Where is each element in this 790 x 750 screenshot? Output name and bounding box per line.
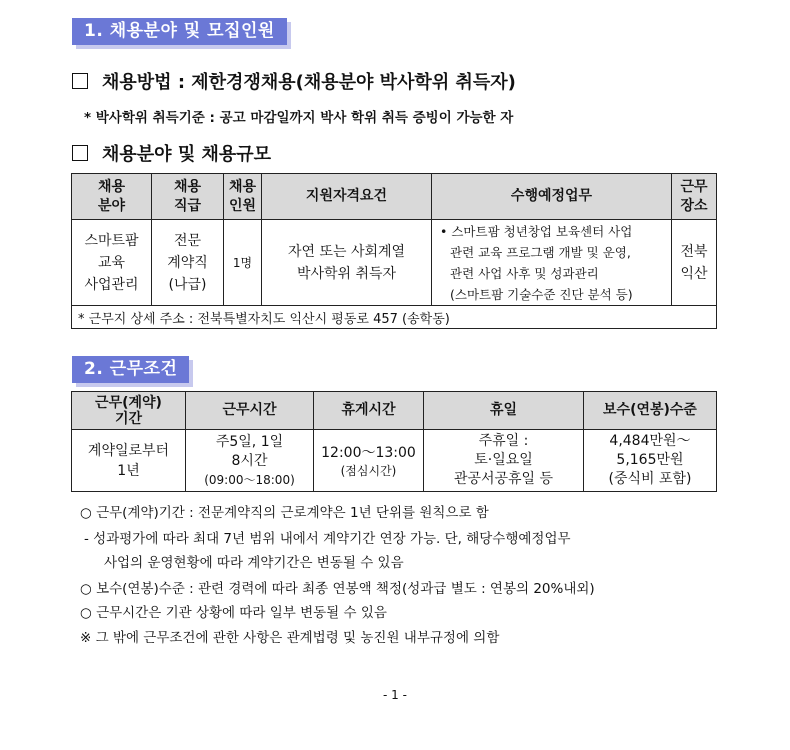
header-field: 채용 분야	[72, 174, 152, 220]
cell-location: 전북 익산	[672, 220, 717, 306]
cell-period: 계약일로부터 1년	[72, 430, 186, 492]
section2-title: 2. 근무조건	[72, 356, 189, 383]
cell-holiday: 주휴일 : 토·일요일 관공서공휴일 등	[424, 430, 584, 492]
note-line: - 성과평가에 따라 최대 7년 범위 내에서 계약기간 연장 가능. 단, 해당수행예정업무	[84, 531, 571, 547]
note-line: 사업의 운영현황에 따라 계약기간은 변동될 수 있음	[104, 555, 404, 571]
work-conditions-table	[71, 391, 717, 492]
duty-line: 관련 교육 프로그램 개발 및 운영,	[450, 244, 631, 260]
checkbox-icon	[72, 73, 88, 89]
cell-qualification: 자연 또는 사회계열 박사학위 취득자	[262, 220, 432, 306]
method-note: * 박사학위 취득기준 : 공고 마감일까지 박사 학위 취득 증빙이 가능한 자	[84, 110, 514, 126]
header-period: 근무(계약) 기간	[72, 392, 186, 430]
header-location: 근무 장소	[672, 174, 717, 220]
cell-count: 1명	[224, 220, 262, 306]
hours-sub: (09:00～18:00)	[204, 473, 295, 487]
header-holiday: 휴일	[424, 392, 584, 430]
scale-heading: 채용분야 및 채용규모	[72, 140, 271, 166]
header-break: 휴게시간	[314, 392, 424, 430]
method-heading: 채용방법 : 제한경쟁채용(채용분야 박사학위 취득자)	[72, 68, 516, 94]
cell-hours	[186, 430, 314, 492]
break-main: 12:00～13:00	[321, 445, 416, 461]
note-line: ○ 근무(계약)기간 : 전문계약직의 근로계약은 1년 단위를 원칙으로 함	[80, 505, 489, 521]
header-grade: 채용 직급	[152, 174, 224, 220]
cell-salary: 4,484만원～ 5,165만원 (중식비 포함)	[584, 430, 717, 492]
table-footnote: * 근무지 상세 주소 : 전북특별자치도 익산시 평동로 457 (송학동)	[72, 306, 717, 329]
header-duty: 수행예정업무	[432, 174, 672, 220]
duty-line: 관련 사업 사후 및 성과관리	[450, 265, 599, 281]
cell-duty	[432, 220, 672, 306]
duty-line: (스마트팜 기술수준 진단 분석 등)	[450, 286, 633, 302]
cell-grade: 전문 계약직 (나급)	[152, 220, 224, 306]
cell-field: 스마트팜 교육 사업관리	[72, 220, 152, 306]
header-count: 채용 인원	[224, 174, 262, 220]
duty-line: • 스마트팜 청년창업 보육센터 사업	[440, 223, 633, 239]
header-hours: 근무시간	[186, 392, 314, 430]
note-line: ○ 근무시간은 기관 상황에 따라 일부 변동될 수 있음	[80, 605, 387, 621]
header-qualification: 지원자격요건	[262, 174, 432, 220]
break-sub: (점심시간)	[340, 464, 397, 478]
hours-main: 주5일, 1일 8시간	[215, 434, 284, 469]
note-line: ※ 그 밖에 근무조건에 관한 사항은 관계법령 및 농진원 내부규정에 의함	[80, 630, 500, 646]
section1-title: 1. 채용분야 및 모집인원	[72, 18, 287, 45]
note-line: ○ 보수(연봉)수준 : 관련 경력에 따라 최종 연봉액 책정(성과급 별도 : 연봉의 20%내외)	[80, 581, 595, 597]
recruitment-table	[71, 173, 717, 329]
cell-break	[314, 430, 424, 492]
header-salary: 보수(연봉)수준	[584, 392, 717, 430]
page-number: - 1 -	[383, 688, 407, 702]
checkbox-icon	[72, 145, 88, 161]
